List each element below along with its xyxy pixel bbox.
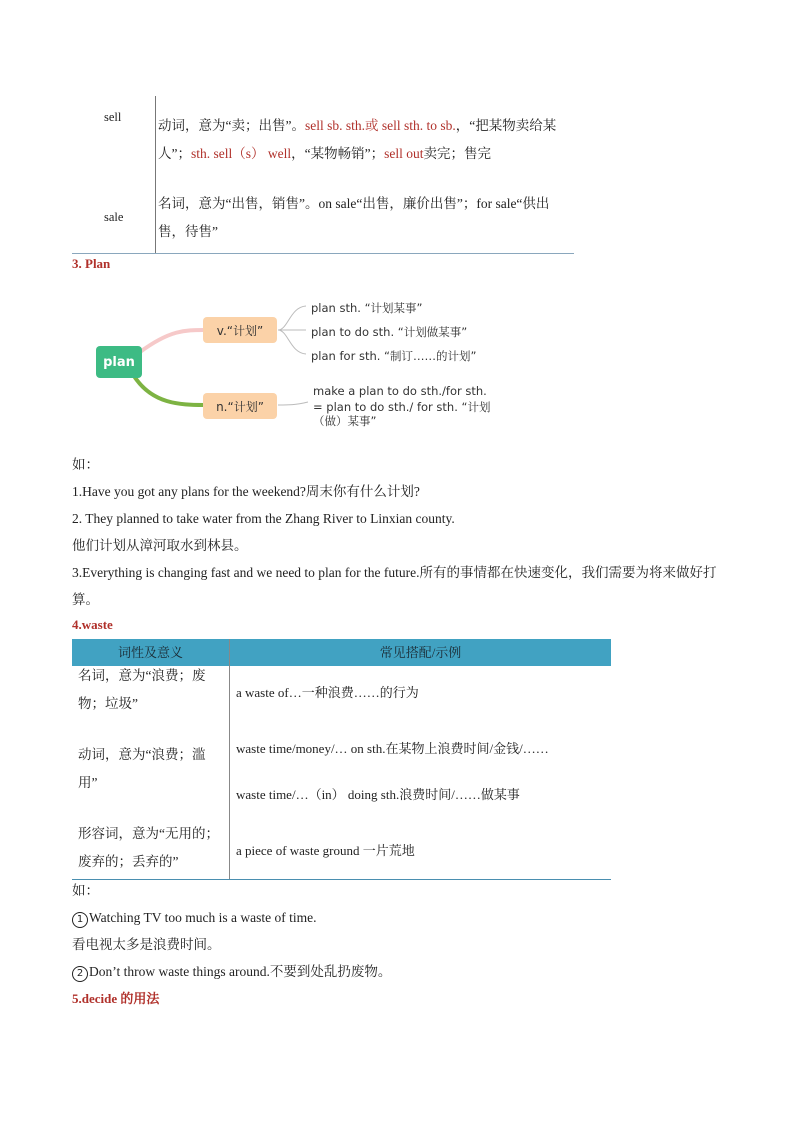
mindmap-root-plan: plan [96,346,142,378]
example-sentence [72,958,732,985]
sell-sale-table [72,96,574,254]
plan-examples [72,451,732,613]
mindmap-noun-line: = plan to do sth./ for sth. “计划 [313,400,491,414]
table-cell-example: a piece of waste ground 一片荒地 [236,843,415,858]
def-text: 动词，意为“卖；出售”。 [158,118,305,133]
definition-sale [158,190,568,246]
def-text: ，“某物畅销”； [291,146,385,161]
mindmap-node-verb: v.“计划” [203,317,277,343]
def-phrase: sth. sell（s） well [191,146,292,161]
example-sentence: 1.Have you got any plans for the weekend?周末你有什么计划? [72,484,420,499]
mindmap-noun-line: （做）某事” [313,414,377,428]
examples-label: 如： [72,883,99,898]
table-cell-verb: 动词，意为“浪费；滥用” [78,747,206,790]
section-heading-waste: 4.waste [72,617,113,632]
mindmap-verb-item: plan sth. “计划某事” [311,301,423,315]
word-sell: sell [104,110,122,124]
example-sentence [72,904,732,931]
mindmap-noun-line: make a plan to do sth./for sth. [313,384,487,398]
table-cell-example: a waste of…一种浪费……的行为 [236,685,419,700]
table-cell-example: waste time/…（in） doing sth.浪费时间/……做某事 [236,787,520,802]
def-text: 名词，意为“出售，销售”。on sale“出售，廉价出售”；for sale“供出售，待售” [158,196,550,239]
plan-mindmap [90,292,510,432]
word-sale: sale [104,210,124,224]
table-cell-noun: 名词，意为“浪费；废物；垃圾” [78,668,206,711]
section-heading-plan: 3. Plan [72,256,111,271]
example-translation: 看电视太多是浪费时间。 [72,937,221,952]
table-divider [229,639,230,880]
table-cell-adjective: 形容词，意为“无用的；废弃的；丢弃的” [78,826,219,869]
mindmap-verb-item: plan for sth. “制订……的计划” [311,349,477,363]
examples-label: 如： [72,457,99,472]
table-cell-example: waste time/money/… on sth.在某物上浪费时间/金钱/…… [236,741,549,756]
example-text: Watching TV too much is a waste of time. [89,910,317,925]
example-sentence: 2. They planned to take water from the Zhang River to Linxian county. [72,511,455,526]
circled-number: 1 [72,912,88,928]
table-bottom-border [72,253,574,254]
example-sentence: 3.Everything is changing fast and we need to plan for the future.所有的事情都在快速变化，我们需要为将来做好打算。 [72,565,717,607]
table-divider [155,96,156,254]
mindmap-node-noun: n.“计划” [203,393,277,419]
def-phrase: sell out [384,146,424,161]
header-cell-part-of-speech: 词性及意义 [117,645,183,660]
example-translation: 他们计划从漳河取水到林县。 [72,538,248,553]
def-text: 卖完；售完 [423,146,491,161]
mindmap-verb-item: plan to do sth. “计划做某事” [311,325,468,339]
circled-number: 2 [72,966,88,982]
example-text: Don’t throw waste things around.不要到处乱扔废物。 [89,964,392,979]
header-cell-collocations: 常见搭配/示例 [379,645,462,660]
waste-examples [72,877,732,985]
def-text: ，“把某物卖给某人”； [158,118,557,161]
definition-sell [158,112,568,168]
waste-table [72,639,611,880]
def-phrase: sell sb. sth.或 sell sth. to sb. [304,118,456,133]
section-heading-decide: 5.decide 的用法 [72,991,160,1006]
